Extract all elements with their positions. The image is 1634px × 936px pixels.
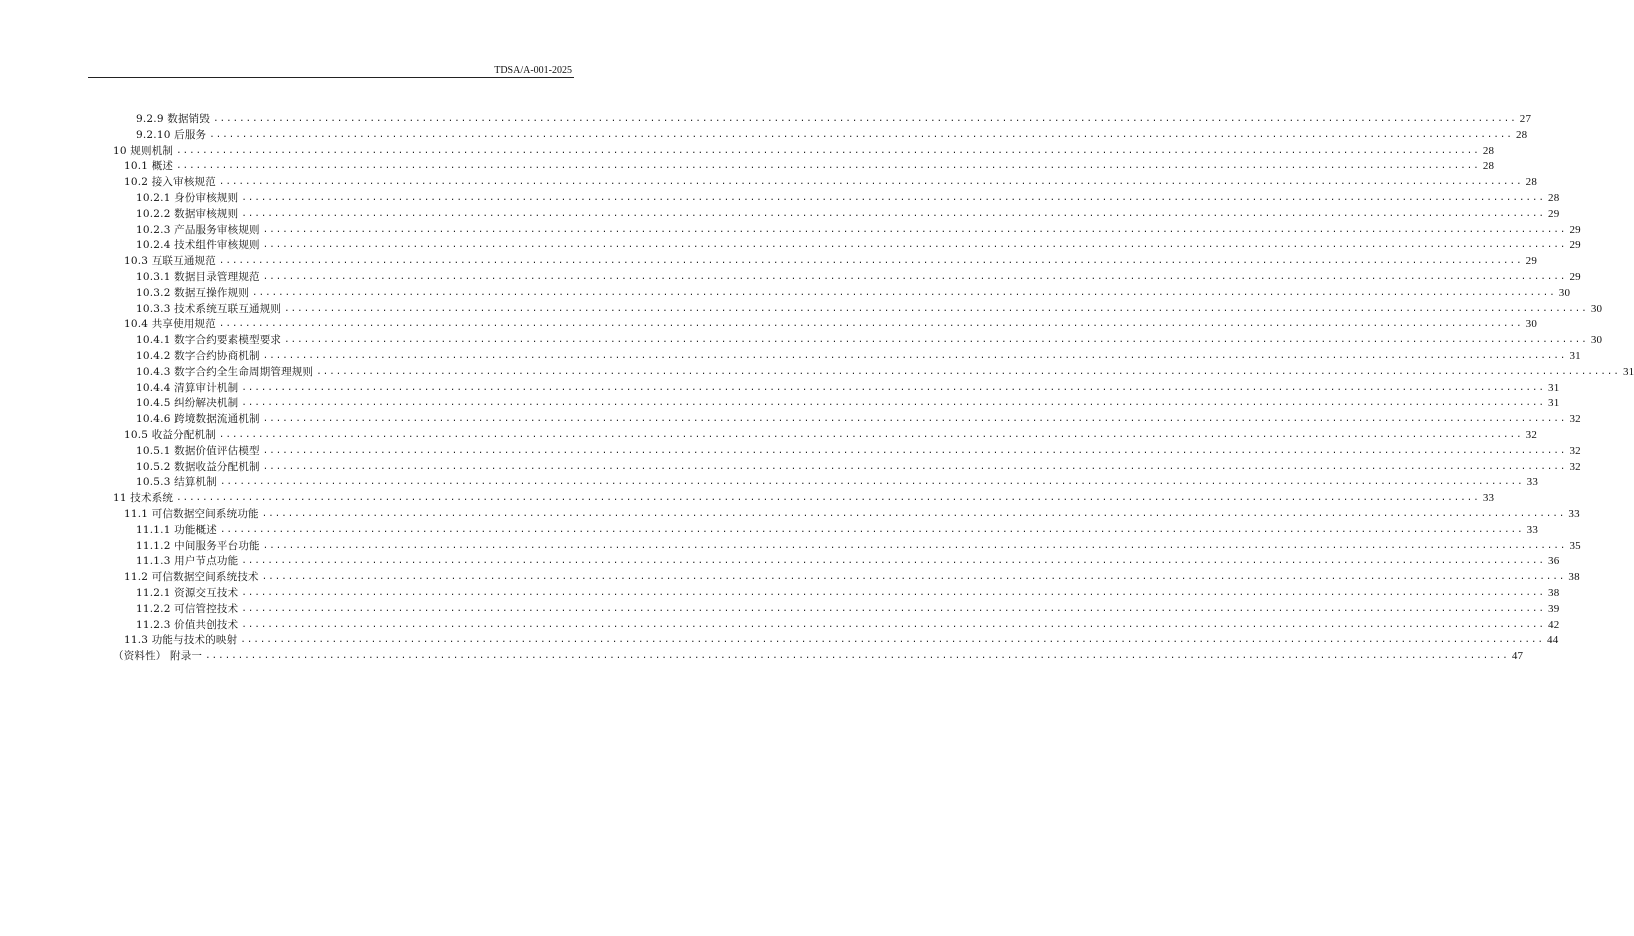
toc-leader-dots: ........................................................................................................................................................................................................ <box>262 540 1567 551</box>
toc-entry[interactable] <box>136 364 1634 380</box>
toc-entry-page: 42 <box>1548 618 1560 631</box>
toc-leader-dots: ........................................................................................................................................................................................................ <box>262 224 1567 235</box>
toc-entry[interactable] <box>124 158 1495 174</box>
toc-leader-dots: ........................................................................................................................................................................................................ <box>262 272 1567 282</box>
toc-entry[interactable] <box>136 538 1581 554</box>
toc-entry-label: 11.3 功能与技术的映射 <box>124 634 238 647</box>
toc-entry-page: 32 <box>1525 429 1538 441</box>
toc-entry[interactable] <box>136 127 1528 143</box>
toc-entry-label: 10.2.3 产品服务审核规则 <box>136 223 260 236</box>
toc-entry-label: 10.2.2 数据审核规则 <box>136 207 239 220</box>
toc-leader-dots: ........................................................................................................................................................................................................ <box>241 382 1546 393</box>
toc-leader-dots: ........................................................................................................................................................................................................ <box>261 509 1566 519</box>
toc-entry-page: 33 <box>1526 523 1539 536</box>
toc-entry-page: 32 <box>1569 444 1581 457</box>
toc-entry[interactable] <box>136 332 1603 348</box>
toc-leader-dots: ........................................................................................................................................................................................................ <box>262 240 1567 251</box>
toc-entry-label: 10.5.3 结算机制 <box>136 476 217 489</box>
toc-leader-dots: ........................................................................................................................................................................................................ <box>316 366 1620 377</box>
document-code: TDSA/A-001-2025 <box>494 65 572 76</box>
toc-entry-page: 29 <box>1569 271 1581 283</box>
toc-entry[interactable] <box>136 443 1581 459</box>
toc-entry-label: 10.5.2 数据收益分配机制 <box>136 460 260 473</box>
toc-entry-page: 28 <box>1482 160 1495 173</box>
toc-entry-page: 29 <box>1569 239 1581 252</box>
toc-entry[interactable] <box>136 522 1539 538</box>
toc-entry-label: 10.4.3 数字合约全生命周期管理规则 <box>136 365 314 378</box>
toc-leader-dots: ........................................................................................................................................................................................................ <box>261 572 1566 583</box>
toc-entry-label: 10.4.5 纠纷解决机制 <box>136 397 239 410</box>
toc-entry[interactable] <box>136 285 1571 301</box>
toc-leader-dots: ........................................................................................................................................................................................................ <box>262 351 1567 361</box>
toc-entry-label: 11.1.2 中间服务平台功能 <box>136 539 260 552</box>
toc-entry-page: 28 <box>1548 192 1560 204</box>
toc-leader-dots: ........................................................................................................................................................................................................ <box>240 635 1545 646</box>
toc-leader-dots: ........................................................................................................................................................................................................ <box>205 651 1509 662</box>
toc-entry-page: 30 <box>1590 334 1603 347</box>
toc-leader-dots: ........................................................................................................................................................................................................ <box>262 461 1567 472</box>
toc-leader-dots: ........................................................................................................................................................................................................ <box>241 193 1546 203</box>
toc-entry[interactable] <box>136 237 1581 253</box>
toc-entry-page: 39 <box>1548 602 1560 615</box>
toc-entry[interactable] <box>136 395 1560 411</box>
toc-entry[interactable] <box>113 490 1495 506</box>
toc-entry[interactable] <box>136 617 1560 633</box>
toc-entry-label: 10.5.1 数据价值评估模型 <box>136 444 260 457</box>
toc-entry-page: 31 <box>1622 365 1634 378</box>
toc-entry[interactable] <box>113 143 1495 159</box>
toc-entry[interactable] <box>136 111 1532 127</box>
toc-entry[interactable] <box>136 190 1560 206</box>
toc-entry-page: 32 <box>1569 460 1581 473</box>
toc-entry-label: 11.1.3 用户节点功能 <box>136 555 239 568</box>
toc-entry[interactable] <box>136 474 1539 490</box>
toc-leader-dots: ........................................................................................................................................................................................................ <box>219 524 1524 535</box>
toc-entry[interactable] <box>136 459 1581 475</box>
toc-entry-label: （资料性） 附录一 <box>113 650 203 663</box>
toc-leader-dots: ........................................................................................................................................................................................................ <box>176 145 1480 156</box>
toc-entry-page: 31 <box>1548 397 1560 410</box>
toc-leader-dots: ........................................................................................................................................................................................................ <box>241 588 1546 598</box>
toc-entry-page: 29 <box>1569 223 1581 236</box>
toc-leader-dots: ........................................................................................................................................................................................................ <box>252 287 1556 298</box>
toc-leader-dots: ........................................................................................................................................................................................................ <box>213 114 1517 124</box>
toc-entry-label: 10.3 互联互通规范 <box>124 255 216 268</box>
toc-entry-label: 10.3.3 技术系统互联互通规则 <box>136 302 282 315</box>
toc-entry-page: 47 <box>1511 650 1524 663</box>
toc-leader-dots: ........................................................................................................................................................................................................ <box>209 129 1513 140</box>
toc-entry-page: 28 <box>1482 144 1495 157</box>
toc-entry-label: 10.4.2 数字合约协商机制 <box>136 350 260 362</box>
toc-entry-label: 11.2.1 资源交互技术 <box>136 587 239 599</box>
toc-entry[interactable] <box>136 348 1581 364</box>
toc-entry-label: 11 技术系统 <box>113 492 174 505</box>
toc-leader-dots: ........................................................................................................................................................................................................ <box>284 335 1588 346</box>
toc-entry-label: 11.2.3 价值共创技术 <box>136 618 239 631</box>
toc-entry[interactable] <box>136 380 1560 396</box>
toc-leader-dots: ........................................................................................................................................................................................................ <box>218 430 1523 440</box>
toc-leader-dots: ........................................................................................................................................................................................................ <box>241 556 1546 567</box>
toc-entry-page: 31 <box>1569 350 1581 362</box>
toc-leader-dots: ........................................................................................................................................................................................................ <box>218 177 1523 188</box>
toc-entry-page: 36 <box>1548 555 1560 568</box>
toc-entry[interactable] <box>113 648 1524 664</box>
toc-entry[interactable] <box>136 411 1581 427</box>
toc-entry[interactable] <box>124 174 1538 190</box>
toc-leader-dots: ........................................................................................................................................................................................................ <box>176 161 1480 172</box>
toc-entry-page: 28 <box>1515 128 1528 141</box>
toc-entry-label: 11.2 可信数据空间系统技术 <box>124 571 259 584</box>
toc-entry-page: 32 <box>1569 413 1581 426</box>
toc-entry-label: 10.3.2 数据互操作规则 <box>136 286 250 299</box>
toc-entry[interactable] <box>124 632 1559 648</box>
toc-entry-label: 10.2.1 身份审核规则 <box>136 192 239 204</box>
toc-entry-label: 10.1 概述 <box>124 160 174 173</box>
toc-entry-label: 10.4.1 数字合约要素模型要求 <box>136 334 282 347</box>
toc-entry-label: 10.4 共享使用规范 <box>124 318 216 331</box>
toc-leader-dots: ........................................................................................................................................................................................................ <box>241 398 1546 409</box>
toc-leader-dots: ........................................................................................................................................................................................................ <box>262 414 1567 425</box>
toc-entry[interactable] <box>136 301 1603 317</box>
toc-entry[interactable] <box>124 253 1538 269</box>
toc-entry-page: 27 <box>1519 113 1532 125</box>
toc-entry-page: 29 <box>1525 255 1538 268</box>
toc-entry-label: 9.2.10 后服务 <box>136 128 207 141</box>
toc-entry-page: 33 <box>1568 508 1580 520</box>
toc-entry-page: 30 <box>1590 302 1603 315</box>
toc-entry-label: 10.5 收益分配机制 <box>124 429 216 441</box>
toc-entry[interactable] <box>124 427 1538 443</box>
toc-leader-dots: ........................................................................................................................................................................................................ <box>218 256 1523 267</box>
toc-leader-dots: ........................................................................................................................................................................................................ <box>241 619 1546 630</box>
toc-leader-dots: ........................................................................................................................................................................................................ <box>176 493 1480 504</box>
toc-entry-label: 10.4.6 跨境数据流通机制 <box>136 413 260 426</box>
toc-entry-page: 44 <box>1547 634 1559 647</box>
toc-entry-page: 35 <box>1569 539 1581 552</box>
toc-leader-dots: ........................................................................................................................................................................................................ <box>219 477 1524 488</box>
toc-entry-label: 10.3.1 数据目录管理规范 <box>136 271 260 283</box>
toc-entry-label: 10.4.4 清算审计机制 <box>136 381 239 394</box>
toc-entry-page: 30 <box>1525 318 1538 331</box>
toc-entry-label: 11.2.2 可信管控技术 <box>136 602 239 615</box>
toc-leader-dots: ........................................................................................................................................................................................................ <box>262 445 1567 456</box>
toc-entry-page: 30 <box>1558 286 1571 299</box>
toc-entry[interactable] <box>124 569 1580 585</box>
toc-entry-page: 28 <box>1525 176 1538 189</box>
toc-entry-label: 11.1 可信数据空间系统功能 <box>124 508 259 520</box>
header-divider <box>88 77 574 78</box>
toc-entry[interactable] <box>124 506 1580 522</box>
toc-entry-label: 11.1.1 功能概述 <box>136 523 217 536</box>
toc-entry[interactable] <box>124 316 1538 332</box>
toc-leader-dots: ........................................................................................................................................................................................................ <box>241 603 1546 614</box>
toc-entry-label: 10 规则机制 <box>113 144 174 157</box>
toc-entry[interactable] <box>136 222 1581 238</box>
toc-entry-page: 33 <box>1526 476 1539 489</box>
toc-entry-label: 10.2.4 技术组件审核规则 <box>136 239 260 252</box>
toc-entry[interactable] <box>136 585 1560 601</box>
toc-entry[interactable] <box>136 553 1560 569</box>
toc-entry[interactable] <box>136 269 1581 285</box>
toc-entry-page: 29 <box>1548 207 1560 220</box>
toc-entry-label: 9.2.9 数据销毁 <box>136 113 211 125</box>
toc-leader-dots: ........................................................................................................................................................................................................ <box>284 303 1588 314</box>
toc-entry-page: 38 <box>1568 571 1580 584</box>
toc-entry-page: 38 <box>1548 587 1560 599</box>
toc-entry-label: 10.2 接入审核规范 <box>124 176 216 189</box>
toc-leader-dots: ........................................................................................................................................................................................................ <box>241 208 1546 219</box>
toc-entry-page: 31 <box>1548 381 1560 394</box>
toc-entry[interactable] <box>136 206 1560 222</box>
toc-entry-page: 33 <box>1482 492 1495 505</box>
toc-entry[interactable] <box>136 601 1560 617</box>
toc-leader-dots: ........................................................................................................................................................................................................ <box>218 319 1523 330</box>
